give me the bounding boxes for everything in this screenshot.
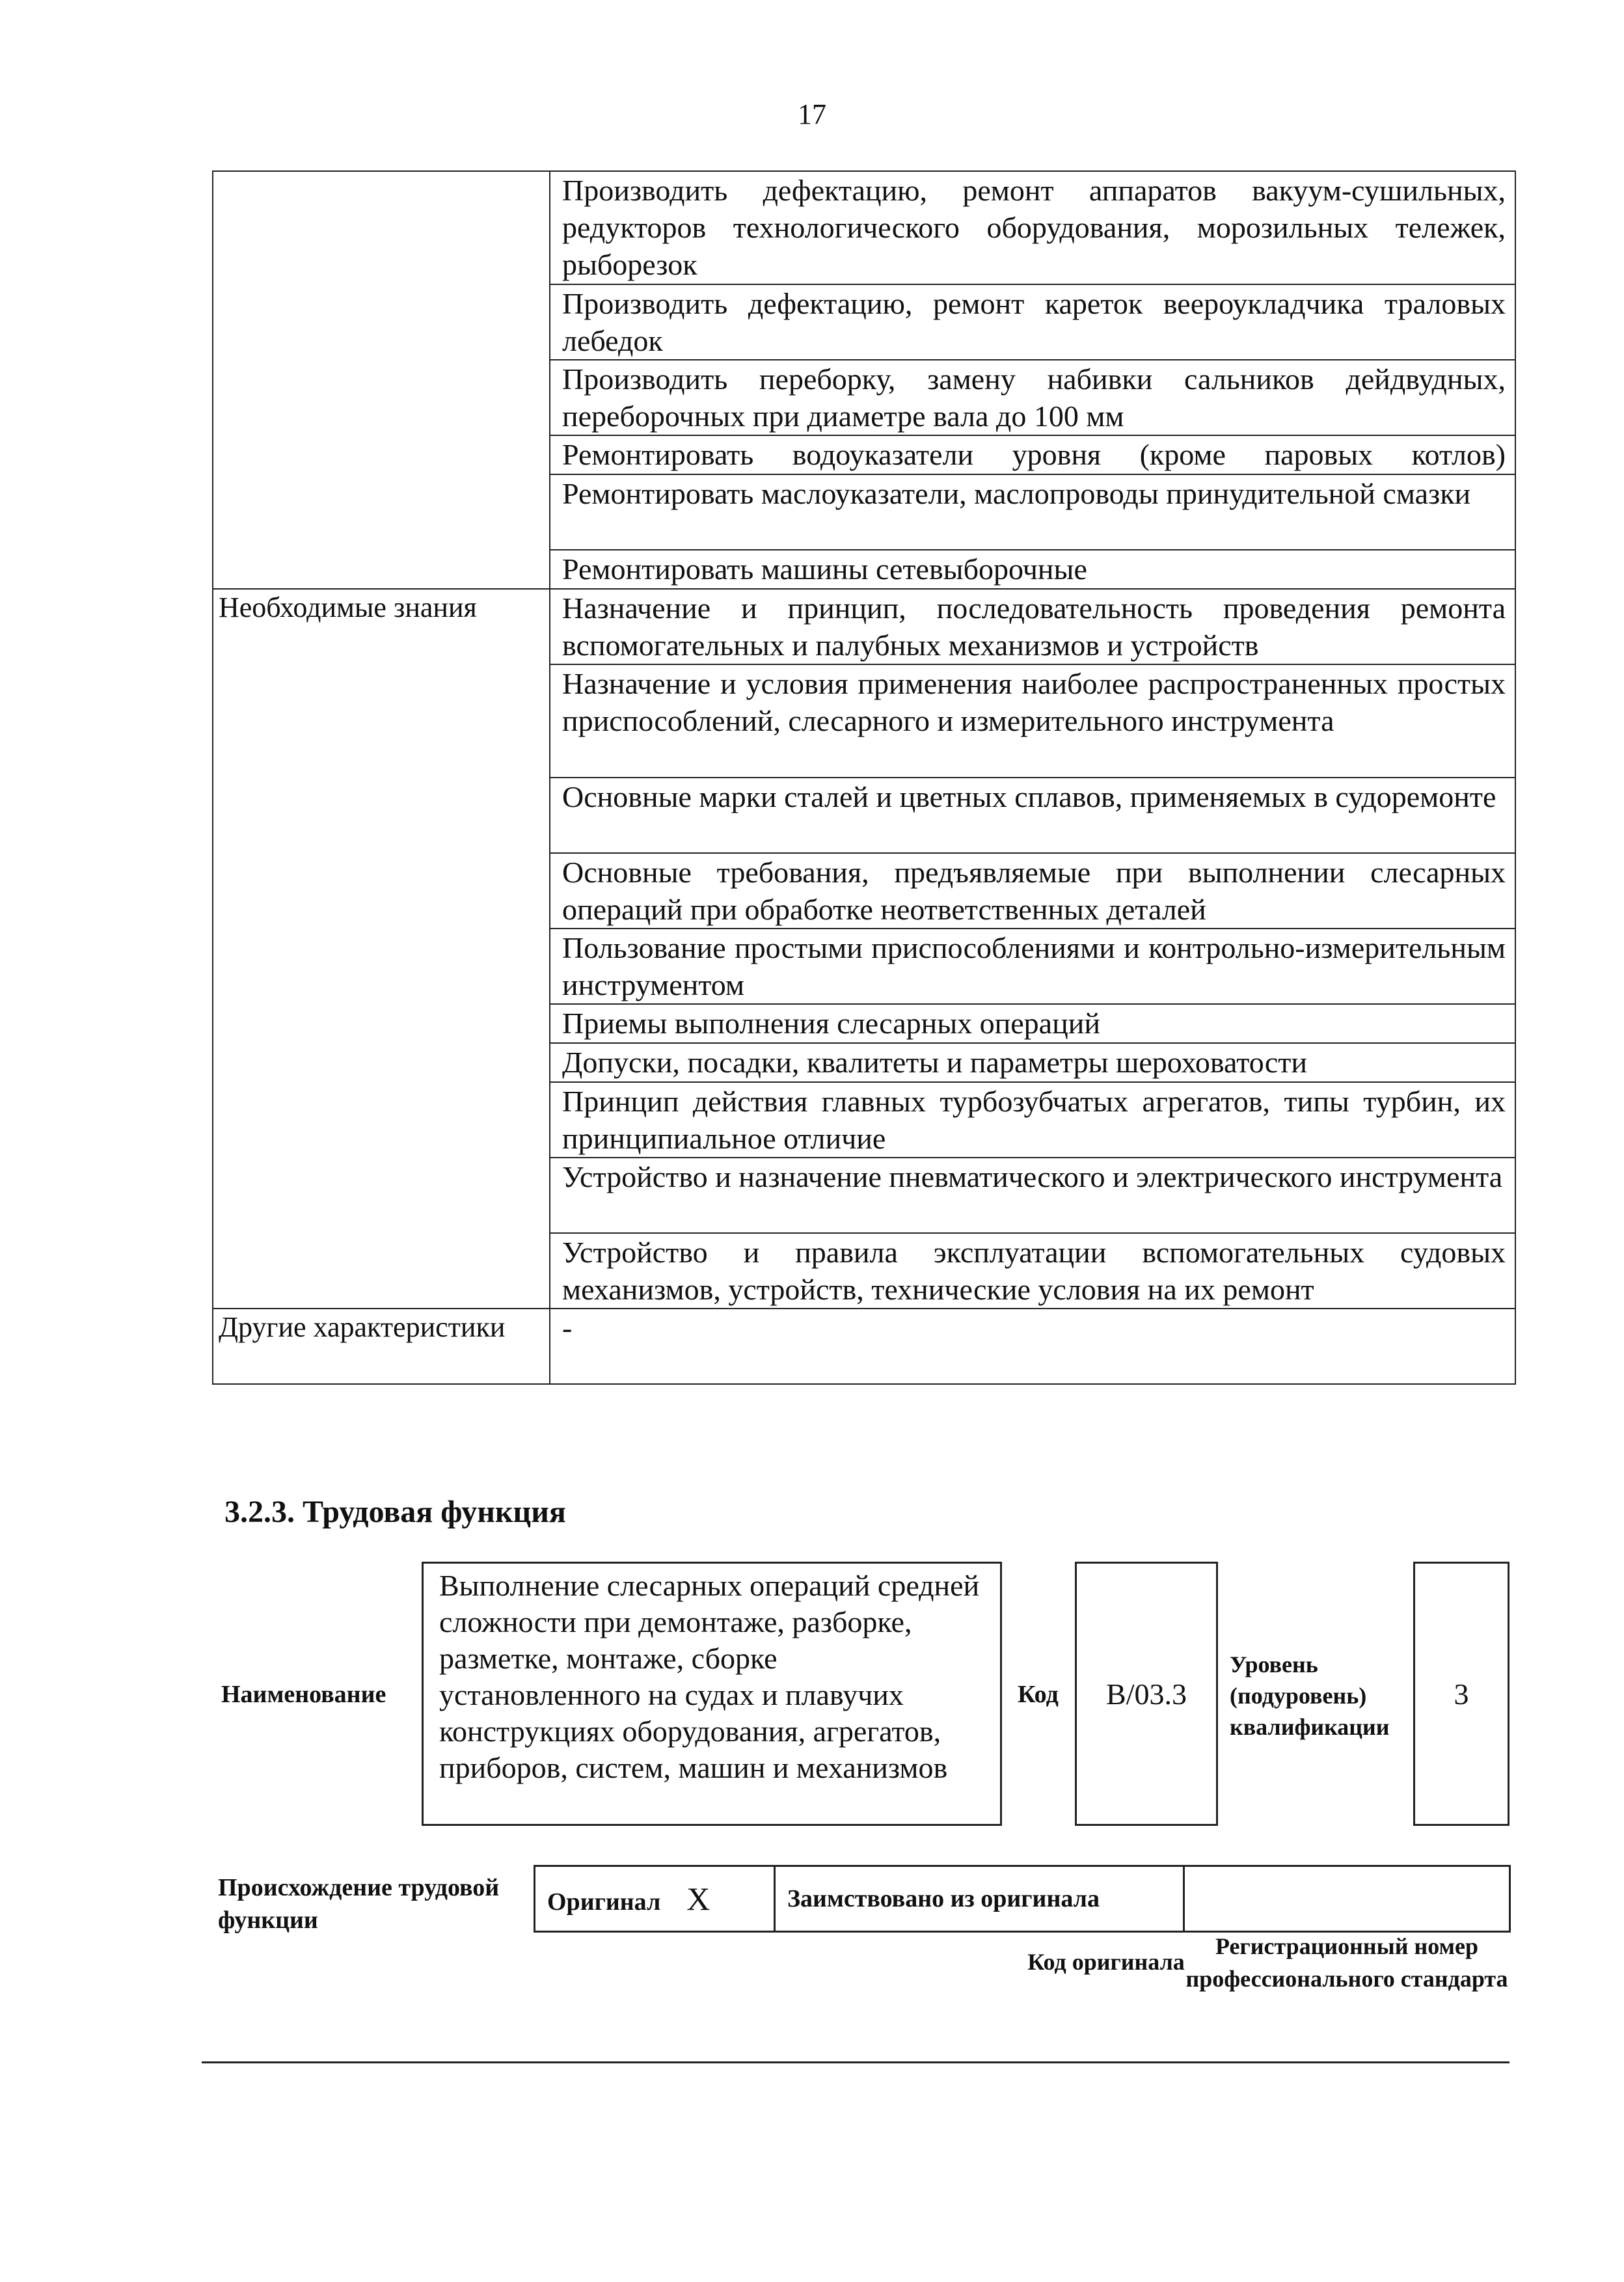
knowledge-cell: Основные требования, предъявляемые при выполнении слесарных операций при обработке неответственных деталей bbox=[550, 853, 1515, 929]
empty-label-cell bbox=[213, 171, 550, 589]
origin-label: Происхождение трудовой функции bbox=[218, 1874, 500, 1934]
knowledge-label: Необходимые знания bbox=[213, 589, 550, 1309]
knowledge-cell: Назначение и принцип, последовательность проведения ремонта вспомогательных и палубных механизмов и устройств bbox=[550, 589, 1515, 664]
knowledge-cell: Основные марки сталей и цветных сплавов, применяемых в судоремонте bbox=[550, 778, 1515, 853]
knowledge-table bbox=[212, 170, 1516, 1385]
section-title: 3.2.3. Трудовая функция bbox=[224, 1495, 566, 1529]
knowledge-cell: Назначение и условия применения наиболее распространенных простых приспособлений, слесарного и измерительного инструмента bbox=[550, 664, 1515, 778]
level-value: 3 bbox=[1454, 1677, 1469, 1711]
original-label: Оригинал bbox=[547, 1888, 661, 1916]
divider bbox=[202, 2061, 1509, 2063]
name-value-box: Выполнение слесарных операций средней сложности при демонтаже, разборке, разметке, монтаже, сборке установленного на судах и плавучих конструкциях оборудования, агрегатов, приборов, систем, машин и механизмов bbox=[422, 1562, 1002, 1826]
reg-number-caption: Регистрационный номер профессионального стандарта bbox=[1185, 1933, 1508, 1992]
original-mark: X bbox=[686, 1881, 710, 1917]
skill-cell: Ремонтировать машины сетевыборочные bbox=[550, 550, 1515, 589]
skill-cell: Производить дефектацию, ремонт аппаратов вакуум-сушильных, редукторов технологического оборудования, морозильных тележек, рыборезок bbox=[550, 171, 1515, 284]
other-value: - bbox=[550, 1309, 1515, 1384]
level-label: Уровень (подуровень) квалификации bbox=[1230, 1651, 1390, 1740]
page-number: 17 bbox=[798, 98, 826, 130]
other-label: Другие характеристики bbox=[213, 1309, 550, 1384]
original-code-caption: Код оригинала bbox=[1027, 1949, 1185, 1975]
table-row bbox=[535, 1866, 1510, 1932]
knowledge-cell: Устройство и правила эксплуатации вспомогательных судовых механизмов, устройств, технические условия на их ремонт bbox=[550, 1233, 1515, 1309]
table-row bbox=[213, 589, 1515, 664]
knowledge-cell: Приемы выполнения слесарных операций bbox=[550, 1004, 1515, 1043]
borrowed-cell: Заимствовано из оригинала bbox=[775, 1866, 1184, 1932]
code-value-box bbox=[1075, 1562, 1218, 1826]
table-row bbox=[213, 1309, 1515, 1384]
skill-cell: Ремонтировать водоуказатели уровня (кроме паровых котлов) bbox=[550, 435, 1515, 474]
skill-cell: Ремонтировать маслоуказатели, маслопроводы принудительной смазки bbox=[550, 474, 1515, 550]
knowledge-cell: Принцип действия главных турбозубчатых агрегатов, типы турбин, их принципиальное отличие bbox=[550, 1082, 1515, 1158]
code-label: Код bbox=[1018, 1681, 1059, 1708]
original-cell bbox=[535, 1866, 775, 1932]
origin-table bbox=[534, 1865, 1511, 1933]
reg-number-cell bbox=[1184, 1866, 1510, 1932]
skill-cell: Производить дефектацию, ремонт кареток веероукладчика траловых лебедок bbox=[550, 284, 1515, 360]
name-label: Наименование bbox=[221, 1681, 386, 1708]
code-value: B/03.3 bbox=[1106, 1677, 1187, 1711]
table-row bbox=[213, 171, 1515, 284]
level-value-box bbox=[1413, 1562, 1509, 1826]
knowledge-cell: Допуски, посадки, квалитеты и параметры шероховатости bbox=[550, 1043, 1515, 1082]
knowledge-cell: Пользование простыми приспособлениями и контрольно-измерительным инструментом bbox=[550, 929, 1515, 1004]
skill-cell: Производить переборку, замену набивки сальников дейдвудных, переборочных при диаметре вала до 100 мм bbox=[550, 360, 1515, 435]
knowledge-cell: Устройство и назначение пневматического и электрического инструмента bbox=[550, 1158, 1515, 1233]
